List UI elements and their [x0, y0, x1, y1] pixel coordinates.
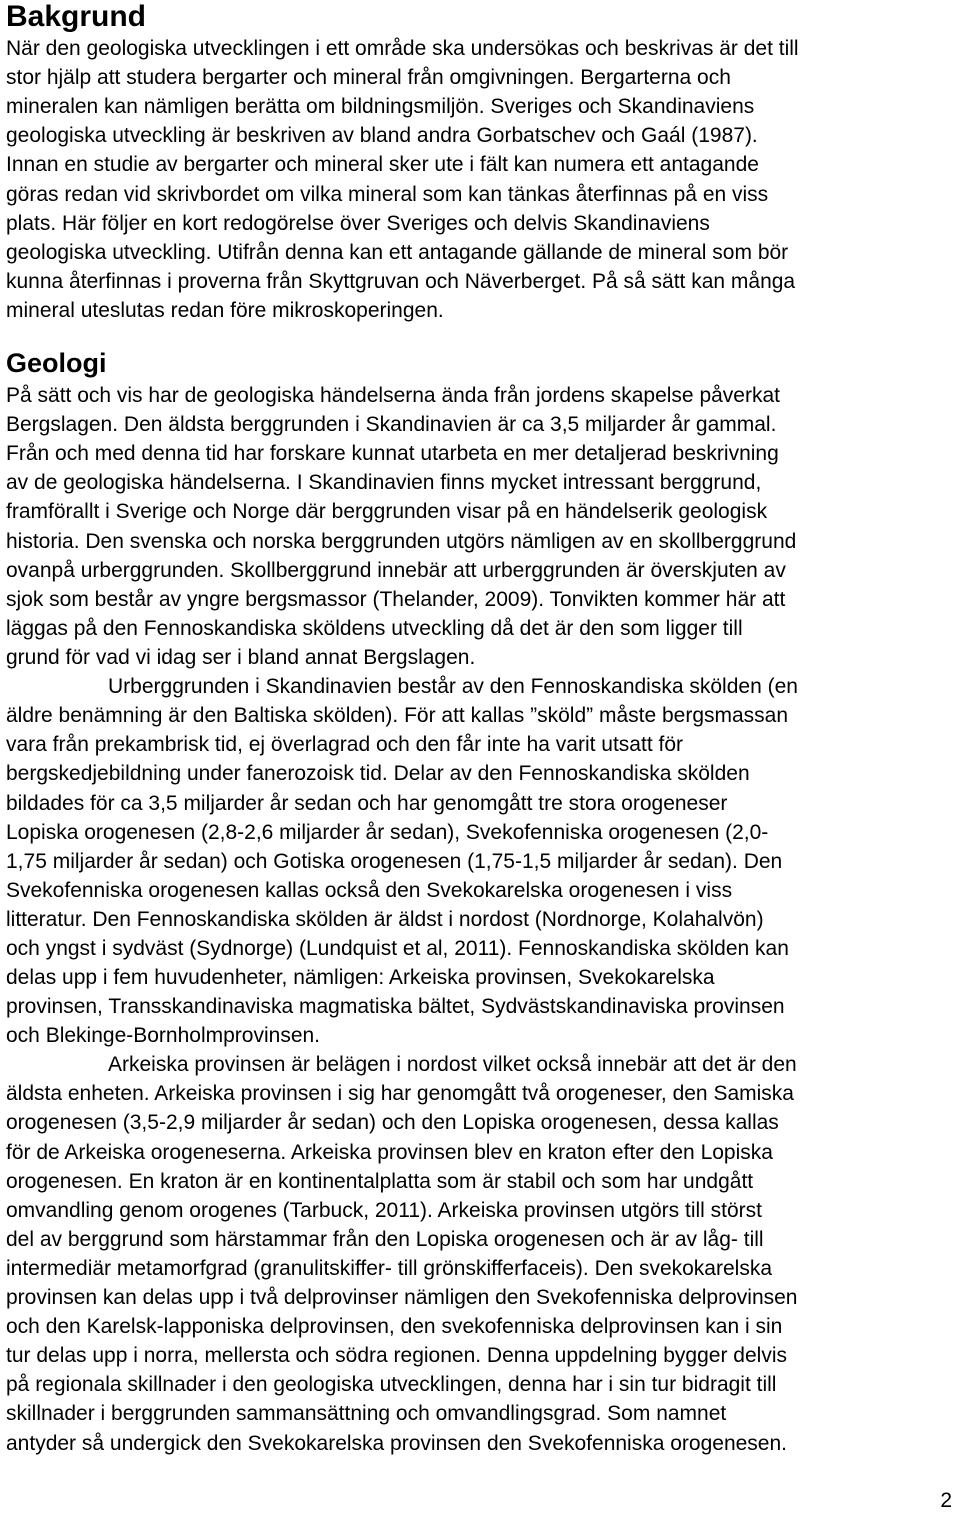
text-line: litteratur. Den Fennoskandiska skölden är äldst i nordost (Nordnorge, Kolahalvön) [6, 908, 764, 931]
text-line: omvandling genom orogenes (Tarbuck, 2011). Arkeiska provinsen utgörs till störst [6, 1199, 762, 1222]
text-line: Innan en studie av bergarter och mineral sker ute i fält kan numera ett antagande [6, 153, 759, 176]
text-line: för de Arkeiska orogeneserna. Arkeiska provinsen blev en kraton efter den Lopiska [6, 1141, 773, 1164]
text-line: äldsta enheten. Arkeiska provinsen i sig har genomgått två orogeneser, den Samiska [6, 1082, 794, 1105]
text-line: På sätt och vis har de geologiska händelserna ända från jordens skapelse påverkat [6, 384, 780, 407]
text-line: bildades för ca 3,5 miljarder år sedan och har genomgått tre stora orogeneser [6, 792, 728, 815]
text-line: Bergslagen. Den äldsta berggrunden i Skandinavien är ca 3,5 miljarder år gammal. [6, 413, 777, 436]
text-line: intermediär metamorfgrad (granulitskiffer- till grönskifferfaceis). Den svekokarelska [6, 1257, 773, 1280]
text-line: tur delas upp i norra, mellersta och södra regionen. Denna uppdelning bygger delvis [6, 1344, 787, 1367]
text-line: göras redan vid skrivbordet om vilka mineral som kan tänkas återfinnas på en viss [6, 183, 769, 206]
text-line: stor hjälp att studera bergarter och mineral från omgivningen. Bergarterna och [6, 66, 731, 89]
text-line: plats. Här följer en kort redogörelse över Sveriges och delvis Skandinaviens [6, 212, 710, 235]
text-line: 1,75 miljarder år sedan) och Gotiska orogenesen (1,75-1,5 miljarder år sedan). Den [6, 850, 783, 873]
text-line: och den Karelsk-lapponiska delprovinsen, den svekofenniska delprovinsen kan i sin [6, 1315, 783, 1338]
text-line: Från och med denna tid har forskare kunnat utarbeta en mer detaljerad beskrivning [6, 442, 779, 465]
text-line: Svekofenniska orogenesen kallas också den Svekokarelska orogenesen i viss [6, 879, 733, 902]
text-line: delas upp i fem huvudenheter, nämligen: Arkeiska provinsen, Svekokarelska [6, 966, 715, 989]
heading-geologi: Geologi [6, 348, 107, 378]
text-line: på regionala skillnader i den geologiska utvecklingen, denna har i sin tur bidragit till [6, 1373, 777, 1396]
text-line: och Blekinge-Bornholmprovinsen. [6, 1024, 321, 1047]
text-line: geologiska utveckling. Utifrån denna kan ett antagande gällande de mineral som bör [6, 241, 789, 264]
text-line: vara från prekambrisk tid, ej överlagrad och den får inte ha varit utsatt för [6, 733, 683, 756]
text-line: mineral uteslutas redan före mikroskoperingen. [6, 299, 444, 322]
text-line: äldre benämning är den Baltiska skölden). För att kallas ”sköld” måste bergsmassan [6, 704, 789, 727]
text-line: framförallt i Sverige och Norge där berggrunden visar på en händelserik geologisk [6, 500, 768, 523]
text-line: När den geologiska utvecklingen i ett område ska undersökas och beskrivas är det till [6, 37, 799, 60]
text-line: Lopiska orogenesen (2,8-2,6 miljarder år sedan), Svekofenniska orogenesen (2,0- [6, 821, 769, 844]
text-line: bergskedjebildning under fanerozoisk tid. Delar av den Fennoskandiska skölden [6, 762, 750, 785]
heading-bakgrund: Bakgrund [6, 0, 147, 33]
text-line: mineralen kan nämligen berätta om bildningsmiljön. Sveriges och Skandinaviens [6, 95, 755, 118]
text-line: läggas på den Fennoskandiska sköldens utveckling då det är den som ligger till [6, 617, 743, 640]
text-line: provinsen, Transskandinaviska magmatiska bältet, Sydvästskandinaviska provinsen [6, 995, 785, 1018]
text-line: orogenesen. En kraton är en kontinentalplatta som är stabil och som har undgått [6, 1170, 754, 1193]
text-line: provinsen kan delas upp i två delprovinser nämligen den Svekofenniska delprovinsen [6, 1286, 798, 1309]
text-line: sjok som består av yngre bergsmassor (Thelander, 2009). Tonvikten kommer här att [6, 588, 786, 611]
text-line: antyder så undergick den Svekokarelska provinsen den Svekofenniska orogenesen. [6, 1432, 787, 1455]
text-line: skillnader i berggrunden sammansättning och omvandlingsgrad. Som namnet [6, 1402, 727, 1425]
text-line: geologiska utveckling är beskriven av bland andra Gorbatschev och Gaál (1987). [6, 124, 758, 147]
text-line: av de geologiska händelserna. I Skandinavien finns mycket intressant berggrund, [6, 471, 762, 494]
text-line: kunna återfinnas i proverna från Skyttgruvan och Näverberget. På så sätt kan många [6, 270, 796, 293]
text-line: del av berggrund som härstammar från den Lopiska orogenesen och är av låg- till [6, 1228, 764, 1251]
text-line: ovanpå urberggrunden. Skollberggrund innebär att urberggrunden är överskjuten av [6, 559, 786, 582]
text-line: grund för vad vi idag ser i bland annat Bergslagen. [6, 646, 476, 669]
text-line: historia. Den svenska och norska berggrunden utgörs nämligen av en skollberggrund [6, 530, 797, 553]
text-line: orogenesen (3,5-2,9 miljarder år sedan) och den Lopiska orogenesen, dessa kallas [6, 1111, 779, 1134]
text-line: Arkeiska provinsen är belägen i nordost vilket också innebär att det är den [108, 1053, 797, 1076]
text-line: och yngst i sydväst (Sydnorge) (Lundquist et al, 2011). Fennoskandiska skölden kan [6, 937, 789, 960]
page-number: 2 [940, 1489, 952, 1512]
text-line: Urberggrunden i Skandinavien består av den Fennoskandiska skölden (en [108, 675, 798, 698]
